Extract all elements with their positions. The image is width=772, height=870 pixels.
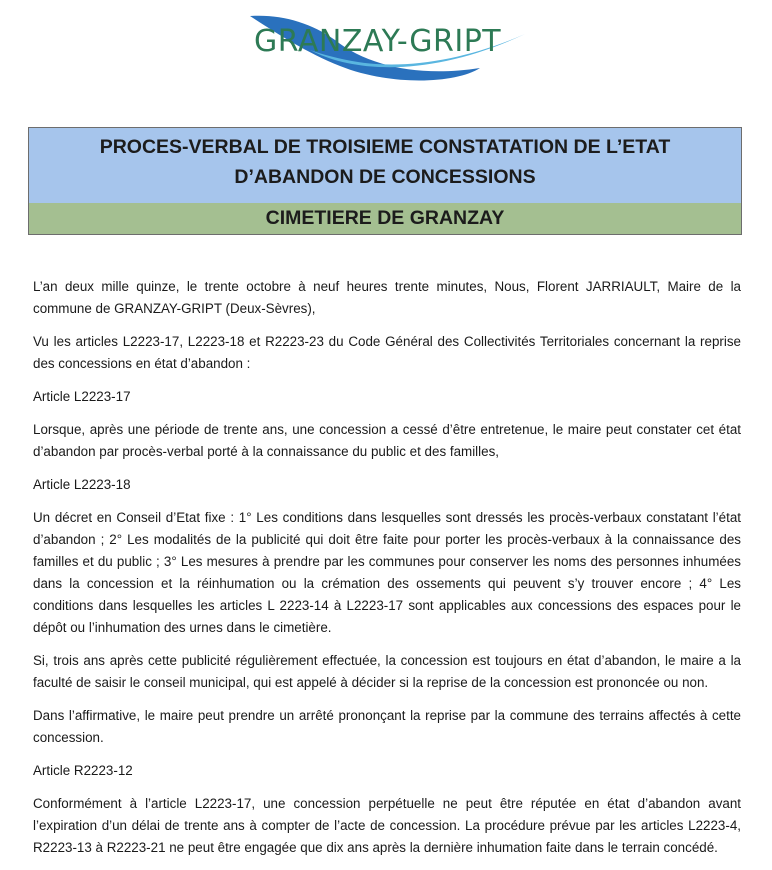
- logo-text: GRANZAY-GRIPT: [254, 24, 502, 59]
- article-heading: Article L2223-18: [33, 477, 131, 492]
- title-banner: [28, 127, 742, 235]
- document-body: [33, 276, 741, 870]
- article-paragraph: Lorsque, après une période de trente ans, une concession a cessé d’être entretenue, le maire peut constater cet état d’abandon par procès-verbal porté à la connaissance du public et des familles,: [33, 422, 741, 459]
- intro-paragraph: L’an deux mille quinze, le trente octobre à neuf heures trente minutes, Nous, Florent JARRIAULT, Maire de la commune de GRANZAY-GRIPT (Deux-Sèvres),: [33, 279, 741, 316]
- article-paragraph: Conformément à l’article L2223-17, une concession perpétuelle ne peut être réputée en état d’abandon avant l’expiration d’un délai de trente ans à compter de l’acte de concession. La procédure prévue par les articles L2223-4, R2223-13 à R2223-21 ne peut être engagée que dix ans après la dernière inhumation faite dans le terrain concédé.: [33, 796, 741, 855]
- article-paragraph: Un décret en Conseil d’Etat fixe : 1° Les conditions dans lesquelles sont dressés les procès-verbaux constatant l’état d’abandon ; 2° Les modalités de la publicité qui doit être faite pour porter les procès-verbaux à la connaissance des familles et du public ; 3° Les mesures à prendre par les communes pour conserver les noms des personnes inhumées dans la concession et la réinhumation ou la crémation des ossements qui peuvent s’y trouver encore ; 4° Les conditions dans lesquelles les articles L 2223-14 à L2223-17 sont applicables aux concessions des espaces pour le dépôt ou l’inhumation des urnes dans le cimetière.: [33, 510, 741, 635]
- logo: [240, 12, 540, 84]
- article-heading: Article L2223-17: [33, 389, 131, 404]
- article-heading: Article R2223-12: [33, 763, 133, 778]
- body-paragraph: Si, trois ans après cette publicité régulièrement effectuée, la concession est toujours en état d’abandon, le maire a la faculté de saisir le conseil municipal, qui est appelé à décider si la reprise de la concession est prononcée ou non.: [33, 653, 741, 690]
- document-subtitle: CIMETIERE DE GRANZAY: [265, 207, 505, 229]
- body-paragraph: Dans l’affirmative, le maire peut prendre un arrêté prononçant la reprise par la commune des terrains affectés à cette concession.: [33, 708, 741, 745]
- document-title-line-2: D’ABANDON DE CONCESSIONS: [234, 166, 536, 188]
- document-title-line-1: PROCES-VERBAL DE TROISIEME CONSTATATION DE L’ETAT: [99, 136, 671, 158]
- vu-paragraph: Vu les articles L2223-17, L2223-18 et R2223-23 du Code Général des Collectivités Territoriales concernant la reprise des concessions en état d’abandon :: [33, 334, 741, 371]
